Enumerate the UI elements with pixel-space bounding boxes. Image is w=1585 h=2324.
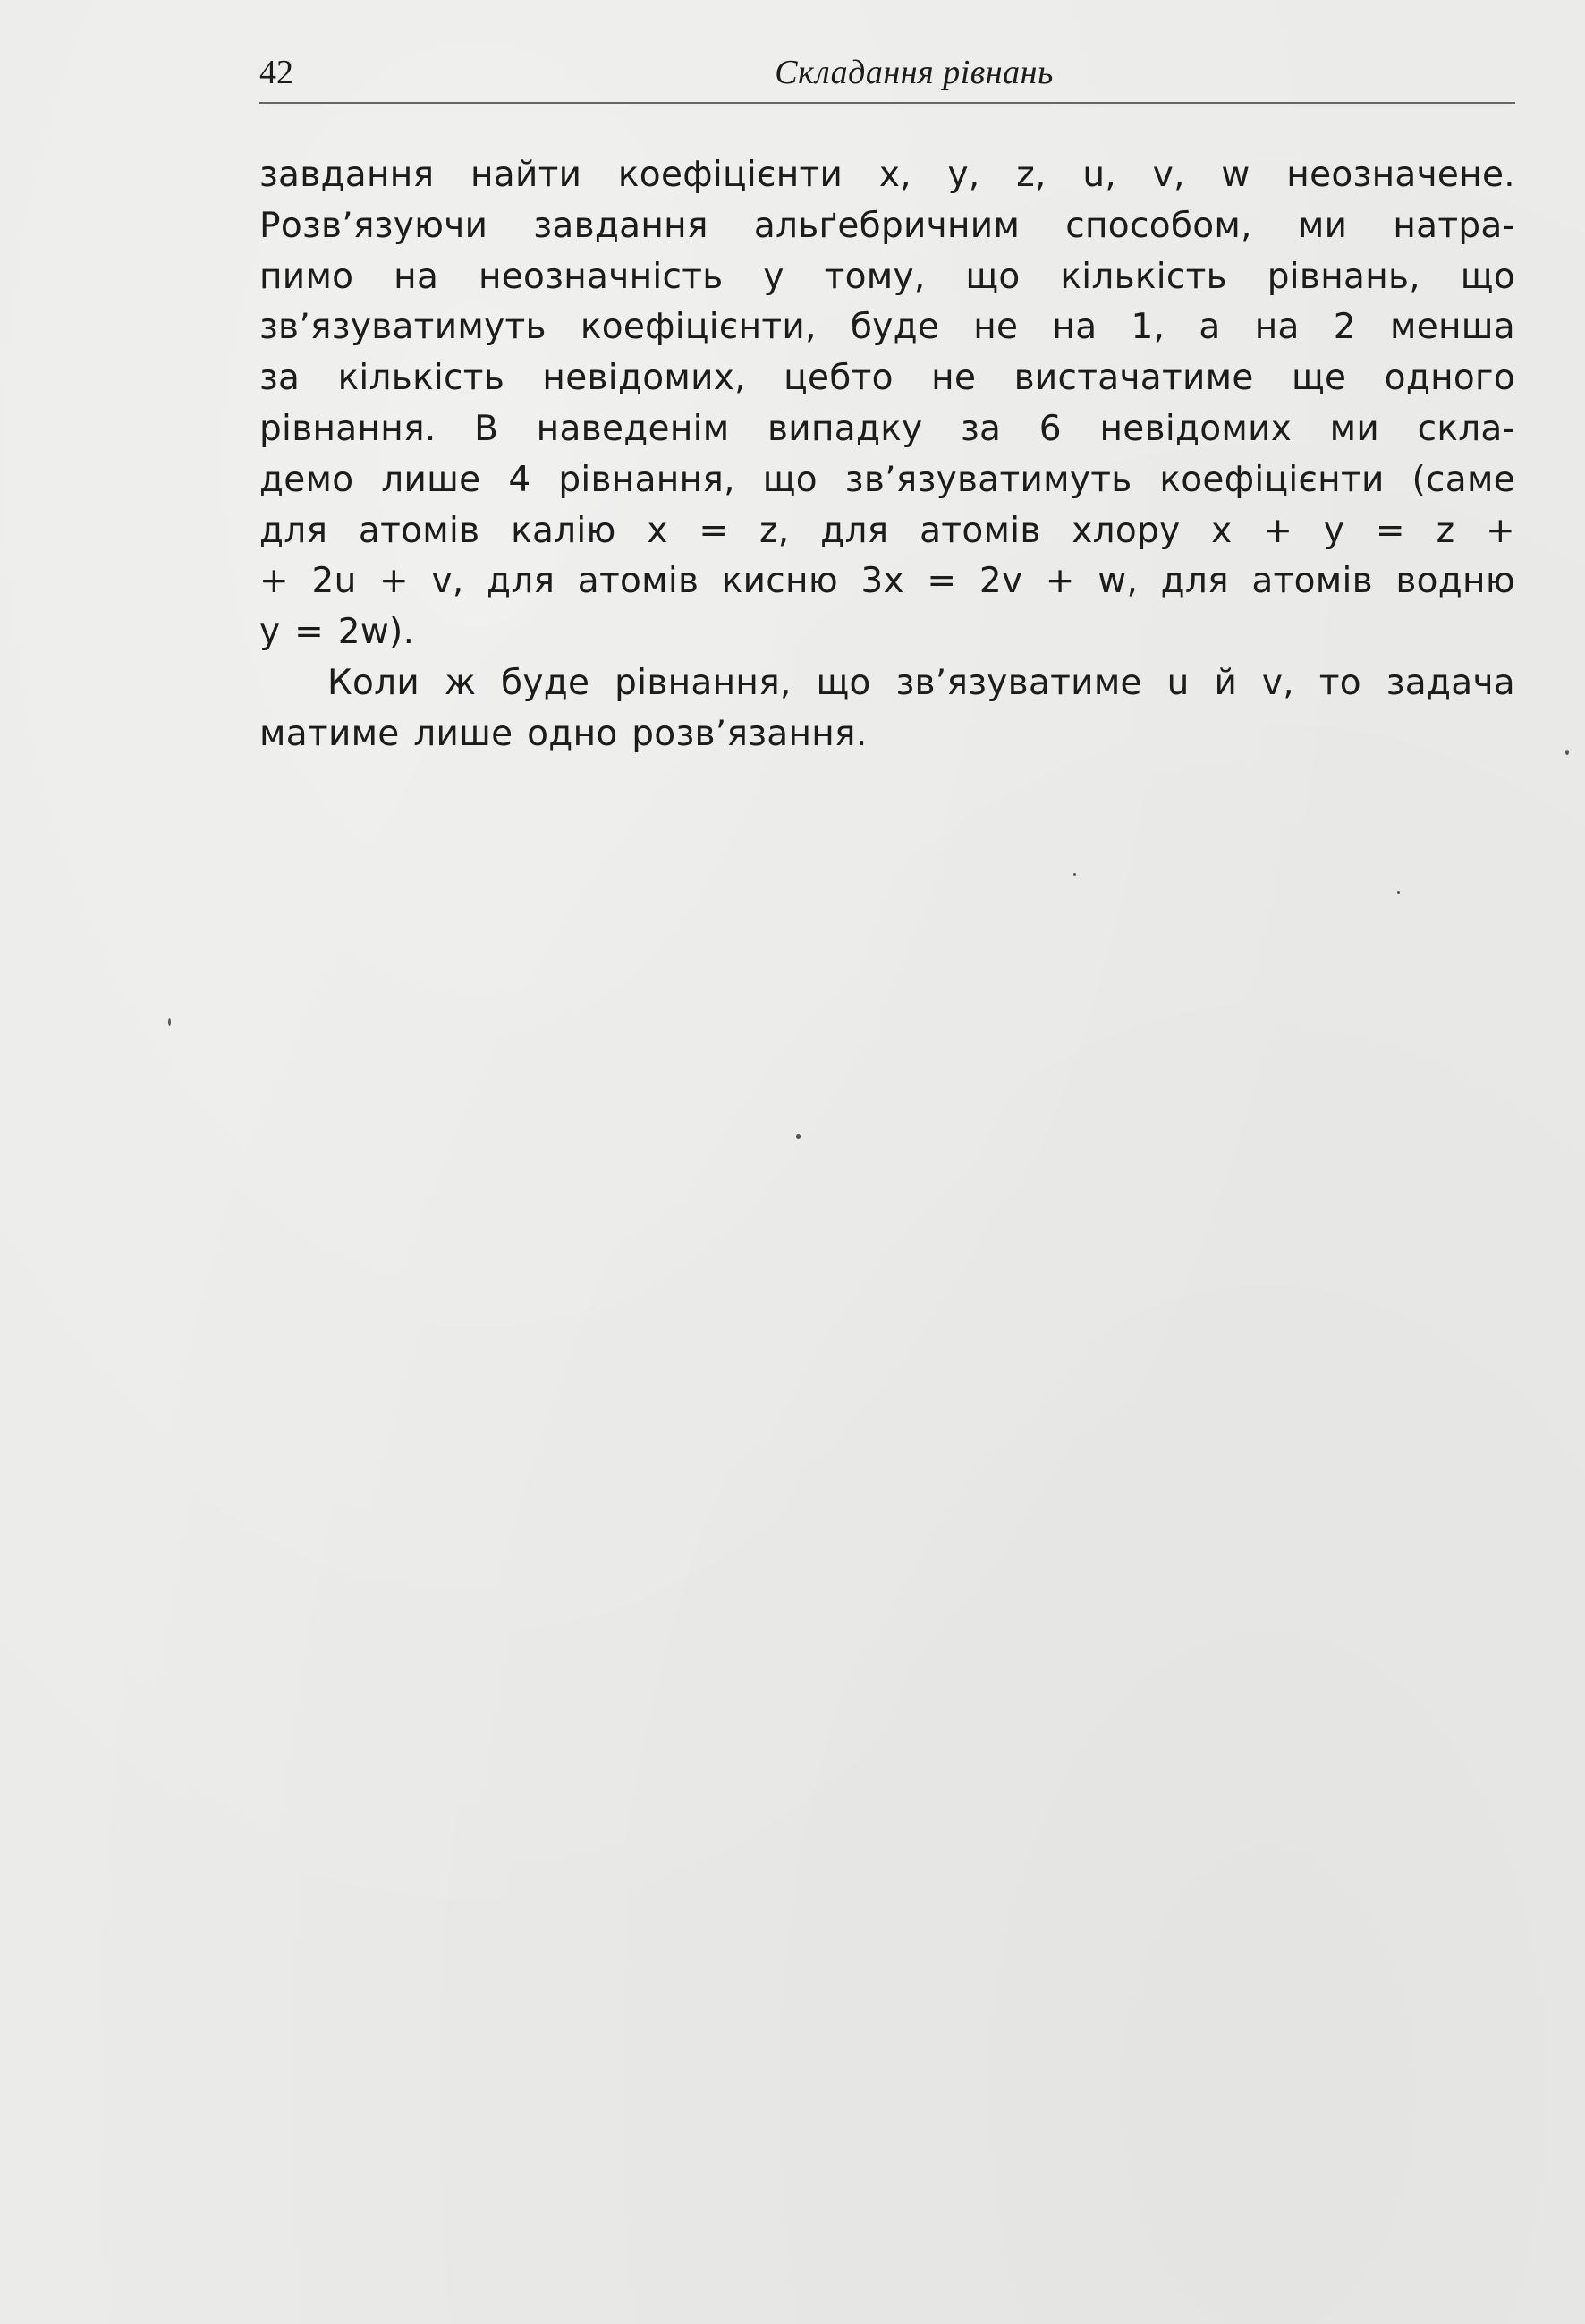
body-text xyxy=(259,150,1515,760)
page-number: 42 xyxy=(259,54,293,91)
text-line: для атомів калію x = z, для атомів хлору x + y = z + xyxy=(259,510,1515,551)
paper-speck xyxy=(1565,750,1569,755)
text-line: демо лише 4 рівнання, що зв’язуватимуть коефіцієнти (саме xyxy=(259,459,1515,500)
text-line: за кількість невідомих, цебто не вистачатиме ще одного xyxy=(259,358,1515,399)
paper-speck xyxy=(796,1134,801,1139)
paper-speck xyxy=(168,1018,171,1026)
text-line: пимо на неозначність у тому, що кількість рівнань, що xyxy=(259,256,1515,297)
text-line: Розв’язуючи завдання альґебричним способом, ми натра- xyxy=(259,205,1515,246)
text-line: + 2u + v, для атомів кисню 3x = 2v + w, для атомів водню xyxy=(259,561,1515,602)
text-line: рівнання. В наведенім випадку за 6 невідомих ми скла- xyxy=(259,408,1515,449)
header-rule xyxy=(259,102,1515,104)
text-line: завдання найти коефіцієнти x, y, z, u, v, w неозначене. xyxy=(259,155,1515,195)
text-line-indented xyxy=(259,658,1515,709)
text-line: y = 2w). xyxy=(259,612,415,653)
paragraph-1 xyxy=(259,150,1515,658)
text-line: матиме лише одно розв’язання. xyxy=(259,713,868,754)
running-title: Складання рівнань xyxy=(775,54,1054,91)
page-header xyxy=(259,50,1515,104)
text-line: Коли ж буде рівнання, що зв’язуватиме u й v, то задача xyxy=(327,662,1515,703)
paragraph-2 xyxy=(259,658,1515,760)
text-line: зв’язуватимуть коефіцієнти, буде не на 1, а на 2 менша xyxy=(259,307,1515,348)
paper-speck xyxy=(1397,891,1400,894)
paper-speck xyxy=(1073,873,1076,876)
